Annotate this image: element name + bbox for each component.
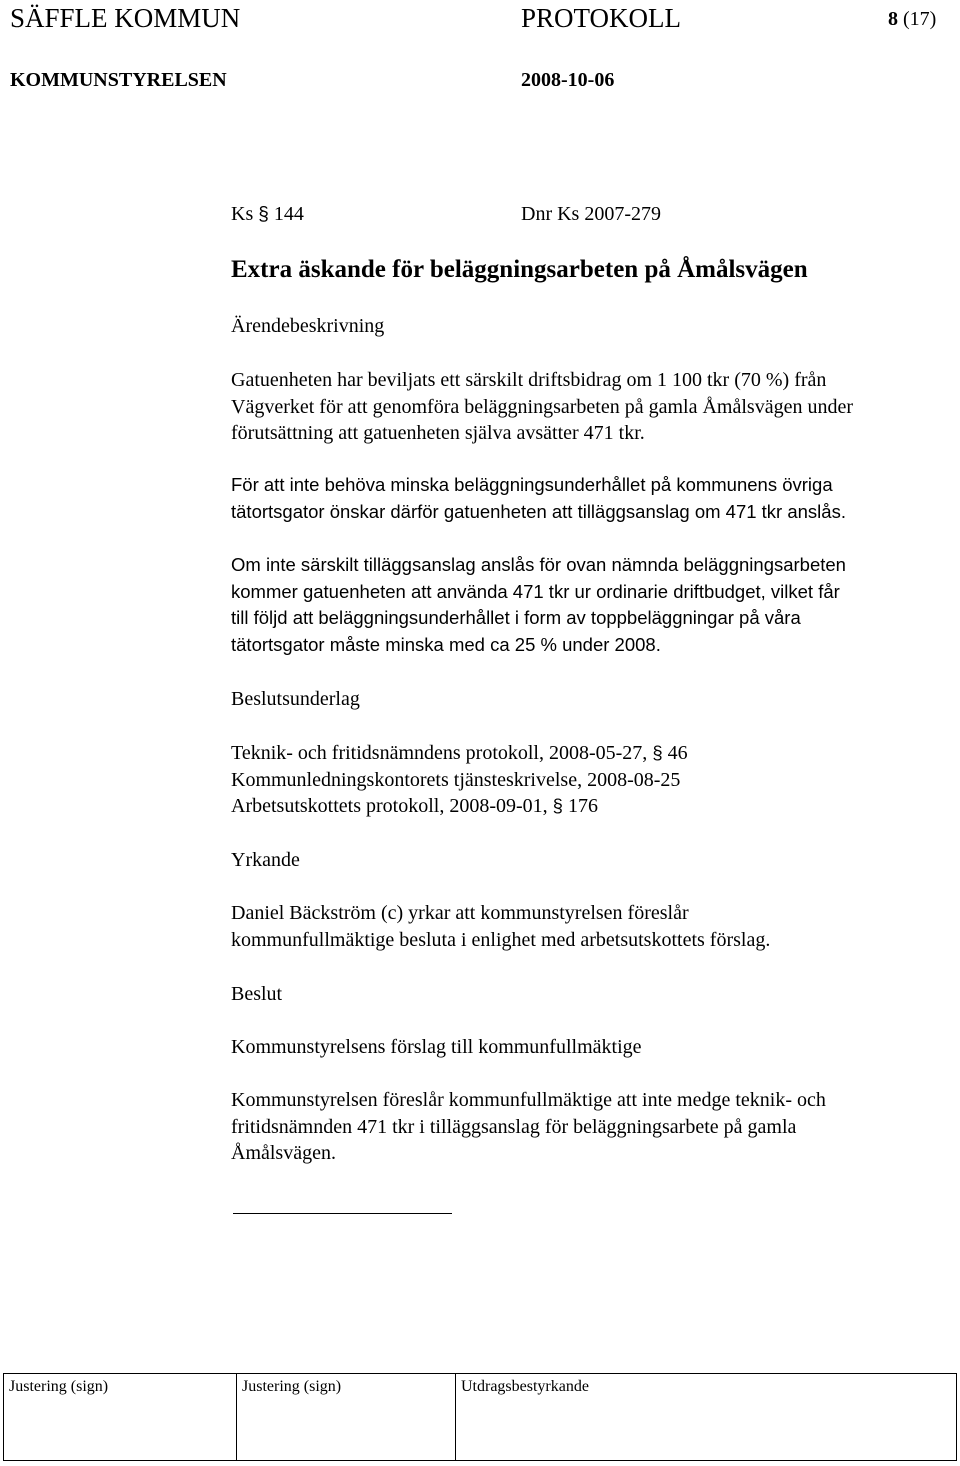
heading-beslutsunderlag: Beslutsunderlag xyxy=(231,688,360,710)
ks-prefix: Ks xyxy=(231,203,254,225)
paragraph-2 xyxy=(231,472,946,525)
section-symbol: § xyxy=(652,742,663,763)
justering-label: Justering (sign) xyxy=(242,1378,342,1395)
section-symbol: § xyxy=(258,204,269,225)
beslut-text xyxy=(231,1087,946,1167)
paragraph-line: För att inte behöva minska beläggningsunderhållet på kommunens övriga xyxy=(231,474,833,495)
paragraph-line: förutsättning att gatuenheten själva avsätter 471 tkr. xyxy=(231,422,645,444)
paragraph-line: Gatuenheten har beviljats ett särskilt driftsbidrag om 1 100 tkr (70 %) från xyxy=(231,369,827,391)
paragraph-1 xyxy=(231,367,946,447)
paragraph-line: kommer gatuenheten att använda 471 tkr ur ordinarie driftbudget, vilket får xyxy=(231,580,840,602)
case-number xyxy=(231,201,304,229)
signature-table xyxy=(3,1373,957,1461)
utdragsbestyrkande-cell[interactable] xyxy=(456,1374,957,1461)
paragraph-line: Åmålsvägen. xyxy=(231,1142,336,1164)
document-type: PROTOKOLL xyxy=(521,3,682,33)
justering-cell-1[interactable] xyxy=(4,1374,237,1461)
list-item: Kommunledningskontorets tjänsteskrivelse, 2008-08-25 xyxy=(231,768,681,791)
section-symbol: § xyxy=(552,795,563,816)
board-name: KOMMUNSTYRELSEN xyxy=(10,69,227,91)
page-number xyxy=(888,8,936,31)
paragraph-line: Kommunstyrelsen föreslår kommunfullmäktige att inte medge teknik- och xyxy=(231,1089,826,1111)
ks-number: 144 xyxy=(273,203,304,225)
paragraph-line: kommunfullmäktige besluta i enlighet med arbetsutskottets förslag. xyxy=(231,928,771,951)
list-item: Arbetsutskottets protokoll, 2008-09-01, § 176 xyxy=(231,795,598,817)
page-current: 8 xyxy=(888,8,898,30)
paragraph-line: Om inte särskilt tilläggsanslag anslås för ovan nämnda beläggningsarbeten xyxy=(231,554,846,575)
beslut-subheading: Kommunstyrelsens förslag till kommunfullmäktige xyxy=(231,1036,642,1058)
paragraph-line: till följd att beläggningsunderhållet i form av toppbeläggningar på våra xyxy=(231,607,801,628)
paragraph-3 xyxy=(231,552,946,658)
case-title: Extra äskande för beläggningsarbeten på Åmålsvägen xyxy=(231,256,808,283)
justering-label: Justering (sign) xyxy=(9,1378,109,1395)
heading-yrkande: Yrkande xyxy=(231,849,300,871)
paragraph-line: Daniel Bäckström (c) yrkar att kommunstyrelsen föreslår xyxy=(231,902,689,924)
utdragsbestyrkande-label: Utdragsbestyrkande xyxy=(461,1378,589,1395)
page-total: (17) xyxy=(903,8,937,30)
yrkande-text xyxy=(231,900,946,953)
municipality-name: SÄFFLE KOMMUN xyxy=(10,3,241,33)
list-item: Teknik- och fritidsnämndens protokoll, 2008-05-27, § 46 xyxy=(231,742,688,764)
end-line xyxy=(233,1213,452,1214)
paragraph-line: tätortsgator önskar därför gatuenheten att tilläggsanslag om 471 tkr anslås. xyxy=(231,500,846,522)
paragraph-line: fritidsnämnden 471 tkr i tilläggsanslag för beläggningsarbete på gamla xyxy=(231,1115,797,1138)
heading-arendebeskrivning: Ärendebeskrivning xyxy=(231,315,385,337)
justering-cell-2[interactable] xyxy=(237,1374,456,1461)
paragraph-line: Vägverket för att genomföra beläggningsarbeten på gamla Åmålsvägen under xyxy=(231,395,853,418)
heading-beslut: Beslut xyxy=(231,983,283,1005)
paragraph-line: tätortsgator måste minska med ca 25 % under 2008. xyxy=(231,633,661,655)
beslutsunderlag-list xyxy=(231,740,946,820)
dnr-number: Dnr Ks 2007-279 xyxy=(521,203,661,225)
meeting-date: 2008-10-06 xyxy=(521,69,615,91)
